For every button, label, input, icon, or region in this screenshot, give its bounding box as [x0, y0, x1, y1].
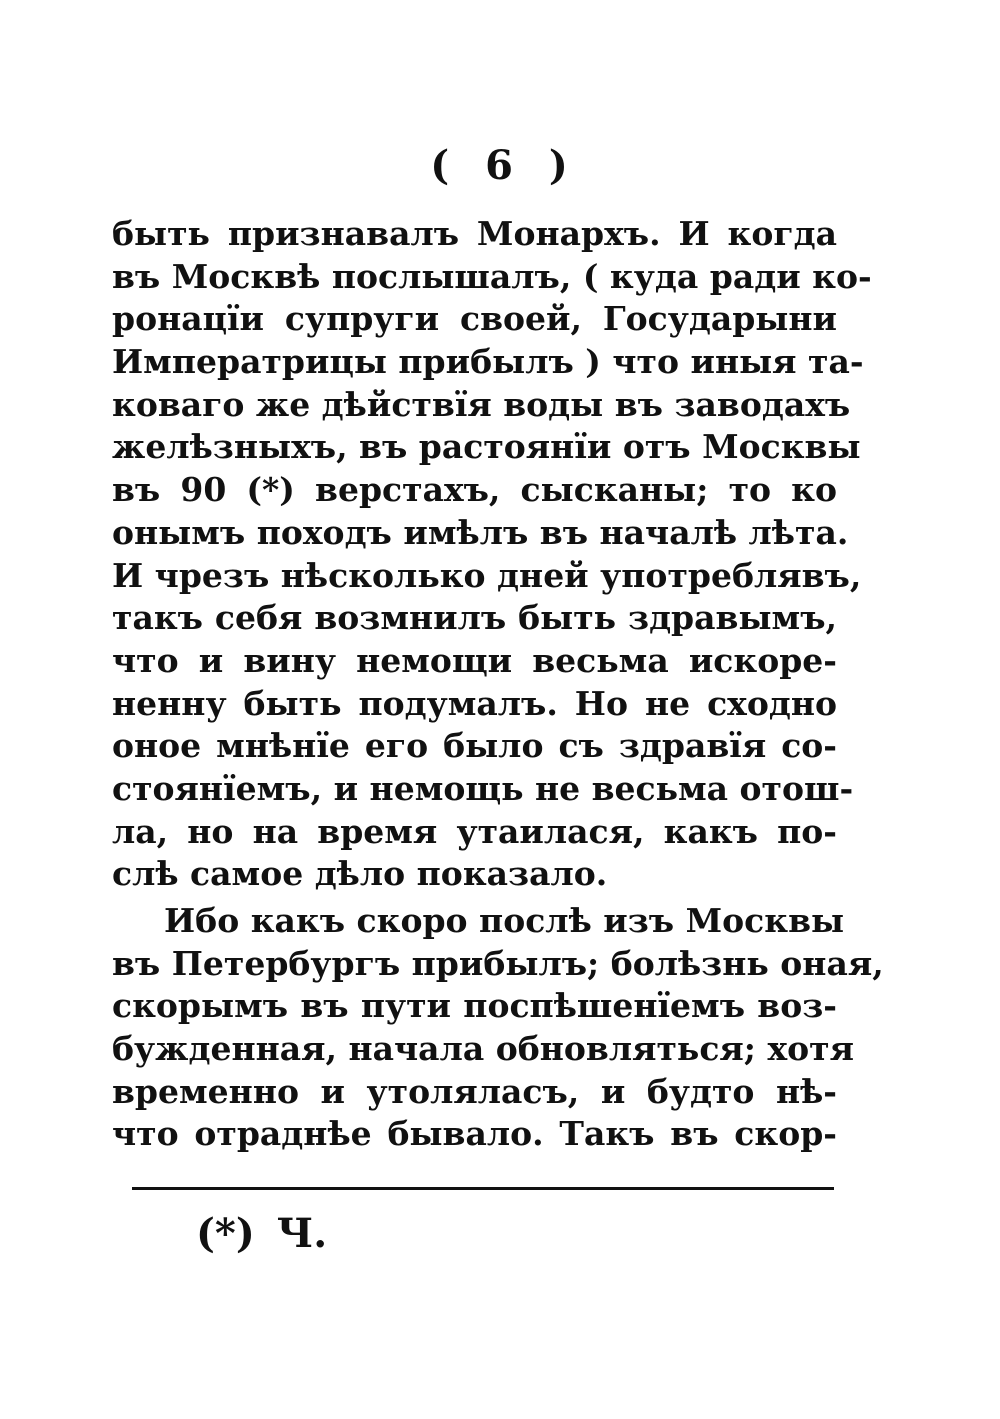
footnote-divider — [132, 1187, 834, 1190]
text-line: слѣ самое дѣло показало. — [112, 854, 608, 894]
text-line: скорымъ въ пути поспѣшенїемъ воз- — [112, 986, 837, 1026]
text-line: коваго же дѣйствїя воды въ заводахъ — [112, 384, 851, 424]
text-line: желѣзныхъ, въ растоянїи отъ Москвы — [112, 427, 861, 467]
text-line: онымъ походъ имѣлъ въ началѣ лѣта. — [112, 512, 849, 552]
text-line: И чрезъ нѣсколько дней употреблявъ, — [112, 555, 862, 595]
text-line: въ Москвѣ послышалъ, ( куда ради ко- — [112, 256, 872, 296]
footnote: (*) Ч. — [196, 1210, 328, 1257]
text-line: стоянїемъ, и немощь не весьма отош- — [112, 768, 854, 808]
text-line: ненну быть подумалъ. Но не сходно — [112, 683, 837, 723]
text-line: ла, но на время утаилася, какъ по- — [112, 811, 837, 851]
text-line: такъ себя возмнилъ быть здравымъ, — [112, 598, 837, 638]
text-line: Ибо какъ скоро послѣ изъ Москвы — [164, 901, 845, 940]
text-line: въ 90 (*) верстахъ, сысканы; то ко — [112, 470, 837, 510]
text-line: въ Петербургъ прибылъ; болѣзнь оная, — [112, 943, 884, 983]
text-line: оное мнѣнїе его было съ здравїя со- — [112, 726, 837, 766]
paragraph-1 — [112, 213, 872, 896]
text-line: что и вину немощи весьма искоре- — [112, 640, 837, 680]
text-line: бужденная, начала обновляться; хотя — [112, 1029, 854, 1069]
text-line: быть признавалъ Монархъ. И когда — [112, 214, 837, 253]
paragraph-2 — [112, 900, 884, 1156]
text-line: ронацїи супруги своей, Государыни — [112, 299, 837, 339]
page-number: ( 6 ) — [430, 142, 570, 189]
text-line: что отраднѣе бывало. Такъ въ скор- — [112, 1114, 837, 1154]
text-line: Императрицы прибылъ ) что иныя та- — [112, 342, 864, 382]
text-line: временно и утоляласъ, и будто нѣ- — [112, 1071, 837, 1111]
